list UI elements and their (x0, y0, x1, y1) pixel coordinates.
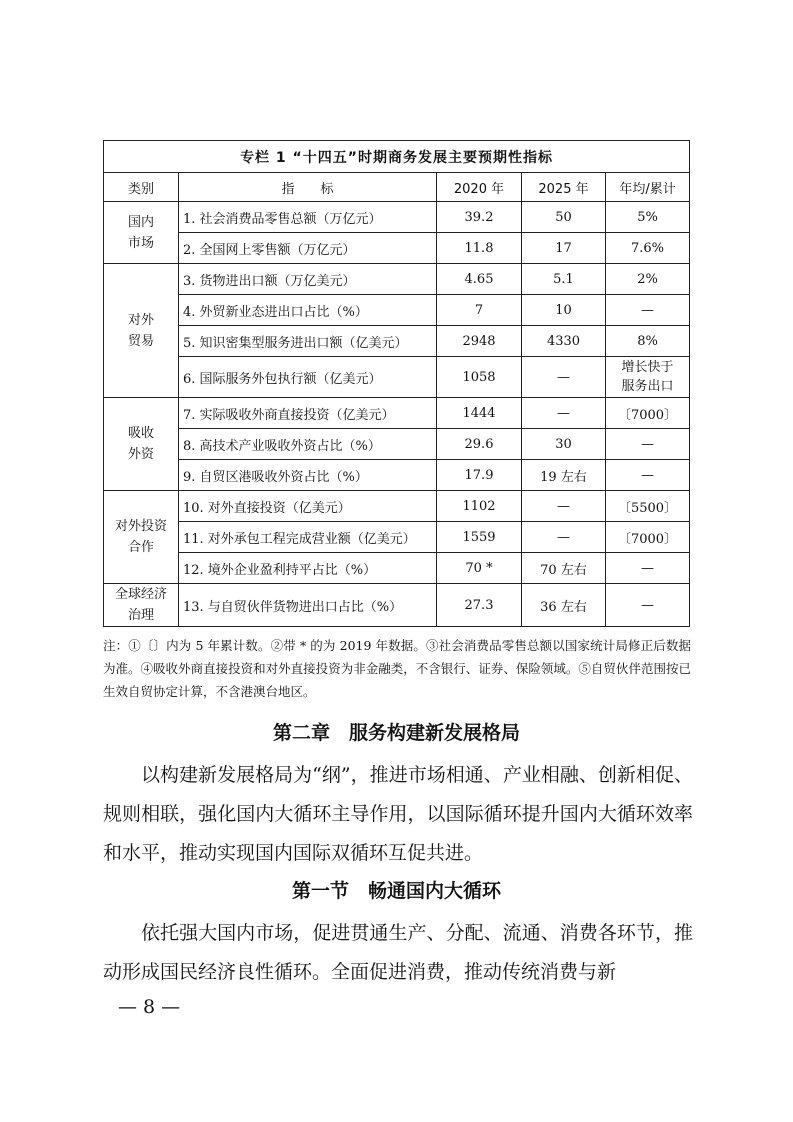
value-2020: 7 (437, 295, 522, 326)
indicator-cell: 11. 对外承包工程完成营业额（亿美元） (179, 522, 437, 553)
value-2025: 19 左右 (522, 460, 606, 491)
table-row (104, 233, 690, 264)
chapter-paragraph: 以构建新发展格局为“纲”，推进市场相通、产业相融、创新相促、规则相联，强化国内大循环主导作用，以国际循环提升国内大循环效率和水平，推动实现国内国际双循环互促共进。 (103, 764, 693, 864)
table-row (104, 460, 690, 491)
category-global-governance: 全球经济 治理 (104, 584, 179, 627)
value-2025: 36 左右 (522, 584, 606, 627)
value-average: — (606, 584, 690, 627)
value-average: — (606, 460, 690, 491)
table-row (104, 295, 690, 326)
indicator-cell: 1. 社会消费品零售总额（万亿元） (179, 202, 437, 233)
value-2020: 11.8 (437, 233, 522, 264)
table-title: 专栏 1 “十四五”时期商务发展主要预期性指标 (104, 141, 690, 173)
indicator-table (103, 140, 690, 627)
header-indicator: 指 标 (179, 173, 437, 202)
table-row (104, 202, 690, 233)
value-2025: 4330 (522, 326, 606, 357)
indicator-cell: 2. 全国网上零售额（万亿元） (179, 233, 437, 264)
value-average: — (606, 429, 690, 460)
indicator-cell: 3. 货物进出口额（万亿美元） (179, 264, 437, 295)
indicator-cell: 13. 与自贸伙伴货物进出口占比（%） (179, 584, 437, 627)
value-2025: — (522, 357, 606, 398)
table-row (104, 326, 690, 357)
category-inbound-investment: 吸收 外资 (104, 398, 179, 491)
value-2020: 1102 (437, 491, 522, 522)
header-2020: 2020 年 (437, 173, 522, 202)
page-number: — 8 — (118, 996, 181, 1018)
indicator-cell: 10. 对外直接投资（亿美元） (179, 491, 437, 522)
indicator-cell: 12. 境外企业盈利持平占比（%） (179, 553, 437, 584)
table-row (104, 357, 690, 398)
value-average: 8% (606, 326, 690, 357)
value-2025: — (522, 398, 606, 429)
category-outbound-investment: 对外投资 合作 (104, 491, 179, 584)
category-domestic-market: 国内 市场 (104, 202, 179, 264)
section-title: 第一节 畅通国内大循环 (291, 880, 501, 902)
header-2025: 2025 年 (522, 173, 606, 202)
table-row (104, 264, 690, 295)
value-average: — (606, 553, 690, 584)
value-average: 增长快于 服务出口 (606, 357, 690, 398)
value-2020: 1444 (437, 398, 522, 429)
value-2020: 70 * (437, 553, 522, 584)
table-row (104, 491, 690, 522)
category-foreign-trade: 对外 贸易 (104, 264, 179, 398)
header-category: 类别 (104, 173, 179, 202)
table-row (104, 398, 690, 429)
value-2025: 50 (522, 202, 606, 233)
value-2025: 17 (522, 233, 606, 264)
indicator-cell: 8. 高技术产业吸收外资占比（%） (179, 429, 437, 460)
value-2020: 27.3 (437, 584, 522, 627)
table-row (104, 522, 690, 553)
value-average: 5% (606, 202, 690, 233)
value-average: 7.6% (606, 233, 690, 264)
value-2020: 1559 (437, 522, 522, 553)
indicator-cell: 5. 知识密集型服务进出口额（亿美元） (179, 326, 437, 357)
table-row (104, 584, 690, 627)
value-2025: — (522, 522, 606, 553)
indicator-cell: 6. 国际服务外包执行额（亿美元） (179, 357, 437, 398)
value-average: 〔7000〕 (606, 522, 690, 553)
value-2025: 70 左右 (522, 553, 606, 584)
indicator-cell: 9. 自贸区港吸收外资占比（%） (179, 460, 437, 491)
table-note: 注：①〔〕内为 5 年累计数。②带 * 的为 2019 年数据。③社会消费品零售总额以国家统计局修正后数据为准。④吸收外商直接投资和对外直接投资为非金融类，不含银行、证券、保险领域。⑤自贸伙伴范围按已生效自贸协定计算，不含港澳台地区。 (103, 638, 691, 699)
value-average: 2% (606, 264, 690, 295)
indicator-cell: 4. 外贸新业态进出口占比（%） (179, 295, 437, 326)
table-row (104, 429, 690, 460)
value-average: — (606, 295, 690, 326)
section-paragraph: 依托强大国内市场，促进贯通生产、分配、流通、消费各环节，推动形成国民经济良性循环。全面促进消费，推动传统消费与新 (103, 922, 693, 983)
chapter-title: 第二章 服务构建新发展格局 (272, 722, 520, 744)
value-2020: 4.65 (437, 264, 522, 295)
value-2025: 5.1 (522, 264, 606, 295)
value-2025: — (522, 491, 606, 522)
table-row (104, 553, 690, 584)
value-average: 〔7000〕 (606, 398, 690, 429)
header-average: 年均/累计 (606, 173, 690, 202)
value-2020: 17.9 (437, 460, 522, 491)
value-2025: 10 (522, 295, 606, 326)
value-2020: 29.6 (437, 429, 522, 460)
value-2020: 1058 (437, 357, 522, 398)
value-2020: 2948 (437, 326, 522, 357)
indicator-cell: 7. 实际吸收外商直接投资（亿美元） (179, 398, 437, 429)
value-2025: 30 (522, 429, 606, 460)
value-2020: 39.2 (437, 202, 522, 233)
value-average: 〔5500〕 (606, 491, 690, 522)
